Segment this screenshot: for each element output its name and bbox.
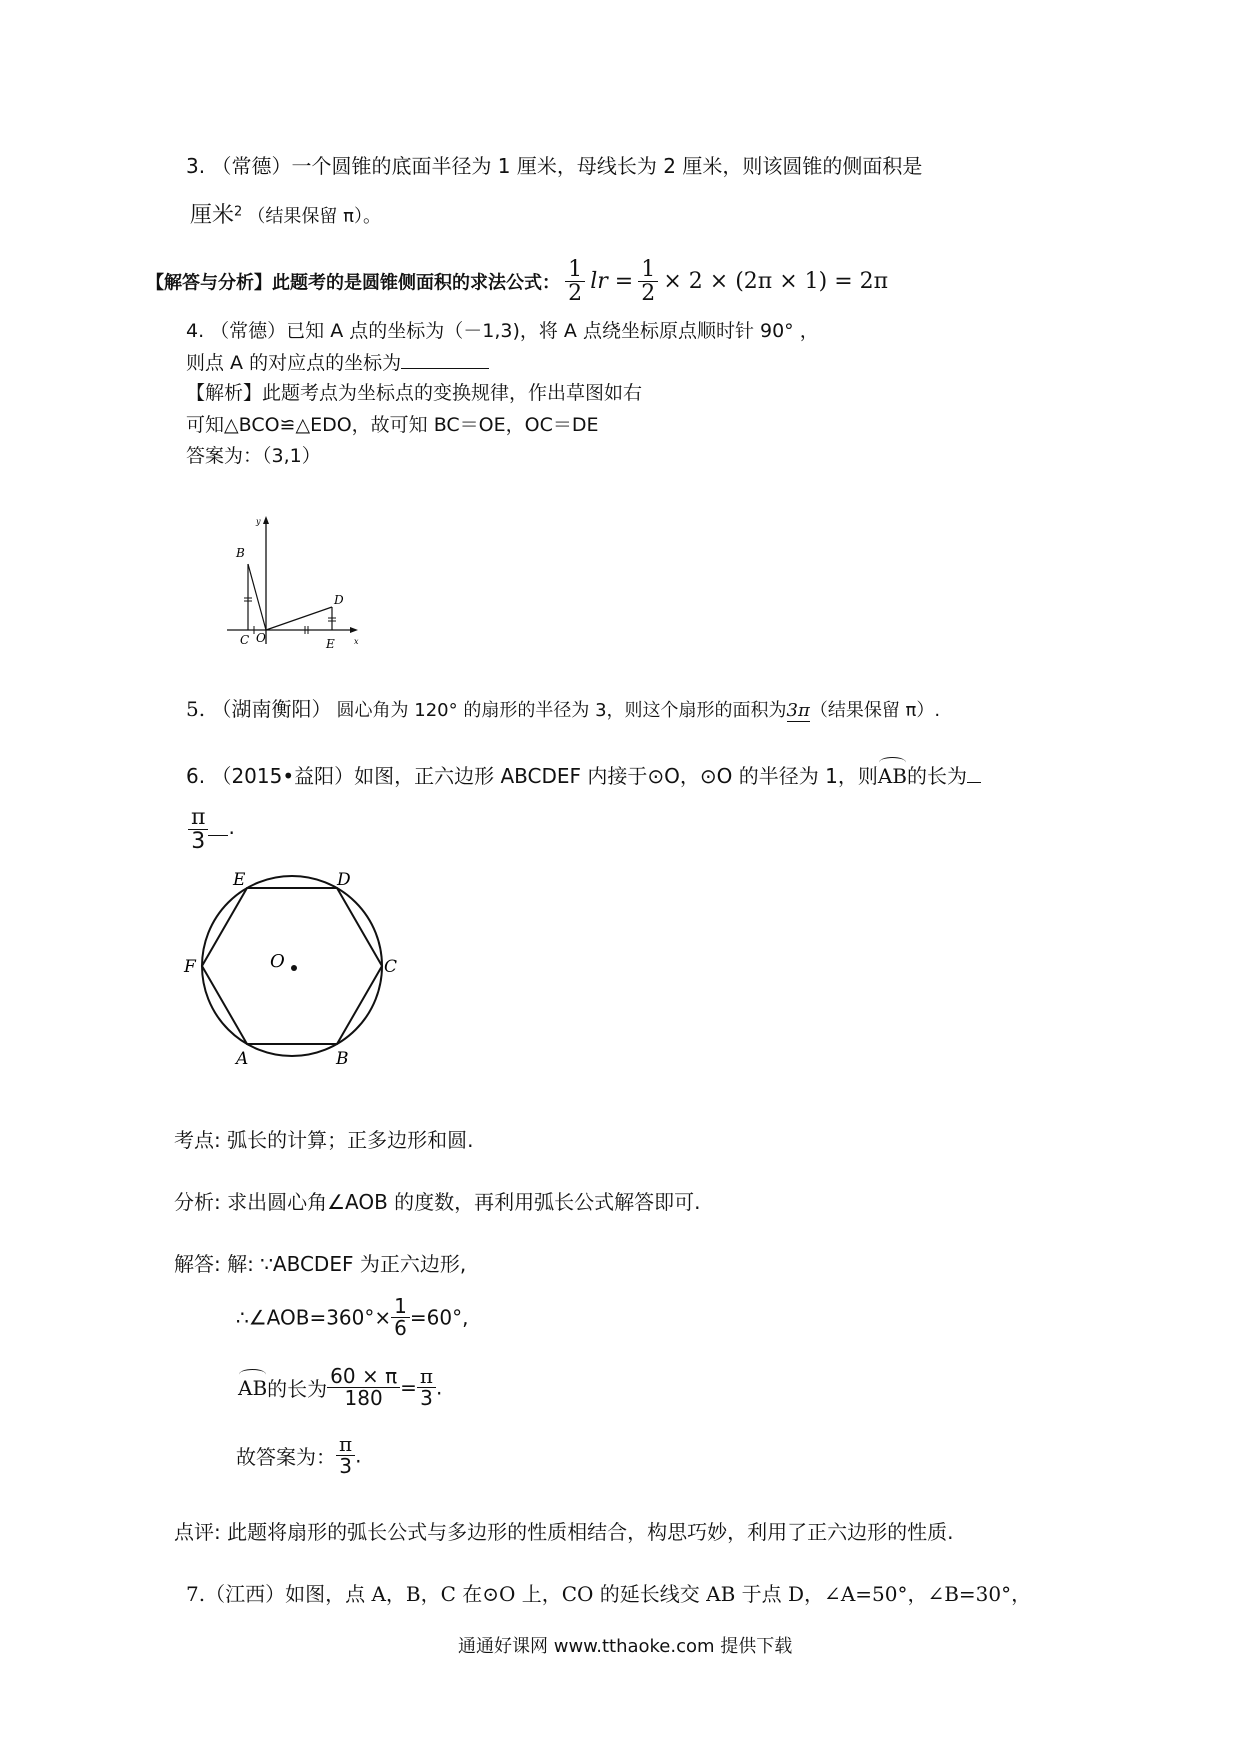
q3-analysis: [146, 258, 888, 305]
q4-line1: 4. （常德）已知 A 点的坐标为（－1,3)，将 A 点绕坐标原点顺时针 90° ，: [186, 320, 819, 342]
q6-fig-label-e: E: [233, 870, 246, 890]
q3-line2: [190, 198, 381, 229]
q6-final-num: π: [336, 1434, 355, 1456]
q3-note: （结果保留 π）。: [247, 206, 381, 227]
q3-f2-den: 2: [641, 281, 656, 307]
q6-step2-den: 180: [344, 1386, 383, 1410]
q4-fig-label-d: D: [334, 593, 344, 607]
q6-final-pre: 故答案为：: [236, 1445, 336, 1469]
q4-fig-label-b: B: [236, 546, 245, 560]
q6-period: .: [228, 815, 235, 840]
q6-after: 的长为: [907, 764, 967, 788]
q6-step2-eq: =: [400, 1375, 417, 1400]
page-footer: 通通好课网 www.tthaoke.com 提供下载: [458, 1636, 793, 1657]
q3-f1-num: 1: [565, 258, 585, 282]
q6-dianping: 点评: 此题将扇形的弧长公式与多边形的性质相结合，构思巧妙，利用了正六边形的性质.: [174, 1520, 954, 1544]
q6-fenxi: 分析: 求出圆心角∠AOB 的度数，再利用弧长公式解答即可.: [174, 1190, 701, 1214]
q6-jieda: 解答: 解: ∵ABCDEF 为正六边形,: [174, 1252, 467, 1276]
q6-fig-label-o: O: [270, 951, 285, 972]
q3-fraction-1: [565, 258, 585, 305]
q3-unit: 厘米: [190, 203, 235, 228]
q4-fig-label-e: E: [326, 637, 335, 651]
q6-step2-fraction-2: [417, 1366, 436, 1409]
q3-analysis-label: 【解答与分析】此题考的是圆锥侧面积的求法公式：: [146, 272, 560, 294]
q6-ans-num: π: [188, 806, 208, 830]
q6-step2-den2: 3: [420, 1386, 433, 1410]
q4-fig-label-o: O: [256, 631, 266, 645]
q6-blank-end: [208, 823, 228, 836]
q6-answer-fraction: [188, 806, 208, 853]
q4-fig-label-c: C: [240, 633, 250, 647]
q6-fig-label-a: A: [236, 1049, 249, 1068]
q4-coordinate-figure: [222, 512, 372, 660]
q6-ans-den: 3: [191, 829, 206, 855]
q4-fig-label-y: y: [256, 517, 261, 526]
q5-text: 圆心角为 120° 的扇形的半径为 3，则这个扇形的面积为: [336, 700, 787, 721]
q6-step1-fraction: [391, 1296, 410, 1339]
q6-step2-fraction: [327, 1366, 400, 1409]
q6-final: [236, 1434, 362, 1477]
q6-step2-num2: π: [417, 1366, 436, 1388]
q4-fig-label-x: x: [354, 637, 359, 646]
q6-step2: [238, 1366, 442, 1409]
q6-step1-pre: ∴∠AOB=360°×: [236, 1305, 392, 1330]
q3-f2-num: 1: [638, 258, 658, 282]
q6-step1-den: 6: [394, 1316, 407, 1340]
q3-line1: 3. （常德）一个圆锥的底面半径为 1 厘米，母线长为 2 厘米，则该圆锥的侧面积是: [186, 154, 923, 178]
q6-fig-label-b: B: [336, 1049, 349, 1068]
q4-line2: [186, 348, 489, 375]
q3-fraction-2: [638, 258, 658, 305]
q3-sup: 2: [234, 204, 243, 220]
q7-line1: 7.（江西）如图，点 A，B，C 在⊙O 上，CO 的延长线交 AB 于点 D，∠A=50°，∠B=30°，: [186, 1582, 1032, 1606]
q6-step2-post: .: [436, 1375, 443, 1400]
q5-prefix: 5. （湖南衡阳）: [186, 697, 332, 721]
q6-line1-text: 6. （2015•益阳）如图，正六边形 ABCDEF 内接于⊙O，⊙O 的半径为 1，则: [186, 764, 878, 788]
q4-answer: 答案为：（3,1）: [186, 445, 321, 467]
q6-answer-line: [188, 806, 235, 853]
q6-line1: [186, 760, 981, 789]
q5: [186, 693, 940, 722]
q4-line2-text: 则点 A 的对应点的坐标为: [186, 352, 402, 374]
q6-blank-start: [967, 766, 981, 783]
q6-arc-ab: AB: [877, 764, 907, 788]
q4-answer-blank: [401, 350, 489, 369]
q6-final-den: 3: [339, 1454, 352, 1478]
q3-f2-after: × 2 × (2π × 1) = 2π: [663, 269, 889, 295]
q6-final-post: .: [355, 1443, 362, 1468]
q3-f1-den: 2: [568, 281, 583, 307]
q6-final-fraction: [336, 1434, 355, 1477]
q6-hexagon-figure: [180, 868, 420, 1068]
q6-step2-pre: 的长为: [267, 1377, 328, 1401]
q6-step1-num: 1: [391, 1296, 410, 1318]
q6-fig-label-d: D: [337, 870, 351, 890]
q6-fig-label-f: F: [184, 957, 196, 977]
q4-congruence: 可知△BCO≌△EDO，故可知 BC＝OE，OC＝DE: [186, 414, 599, 436]
q6-step1-post: =60°,: [409, 1305, 469, 1330]
q6-step2-arc: AB: [238, 1375, 268, 1400]
q4-analysis: 【解析】此题考点为坐标点的变换规律，作出草图如右: [186, 382, 643, 404]
q6-kaodian: 考点: 弧长的计算；正多边形和圆.: [174, 1128, 474, 1152]
q5-answer: 3π: [786, 700, 810, 721]
q3-f1-after: lr =: [590, 269, 634, 295]
q6-step1: [236, 1296, 468, 1339]
q5-note: （结果保留 π）.: [809, 700, 941, 721]
q6-step2-num: 60 × π: [327, 1366, 400, 1388]
q6-fig-label-c: C: [384, 957, 398, 977]
